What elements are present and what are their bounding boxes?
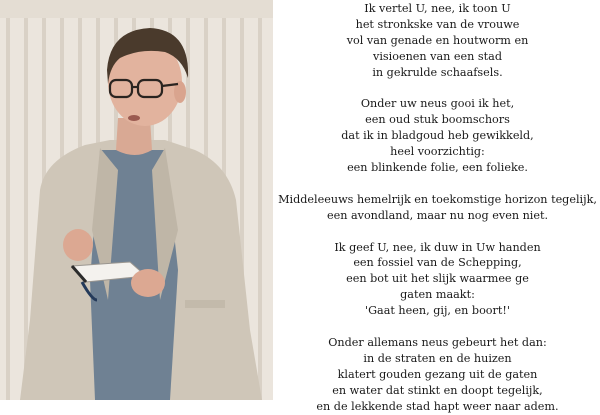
- poem-text: [275, 0, 600, 413]
- poem-line: Middeleeuws hemelrijk en toekomstige horizon tegelijk,: [278, 192, 597, 206]
- poem-line: Ik geef U, nee, ik duw in Uw handen: [334, 240, 541, 254]
- poem-line: in gekrulde schaafsels.: [372, 65, 503, 79]
- poem-line: een blinkende folie, een folieke.: [347, 161, 528, 175]
- poem-line: Ik vertel U, nee, ik toon U: [364, 2, 511, 15]
- poem-line: 'Gaat heen, gij, en boort!': [365, 304, 510, 318]
- poem-line: een fossiel van de Schepping,: [353, 256, 522, 270]
- poem-line: het stronkske van de vrouwe: [355, 17, 520, 31]
- poem-line: een oud stuk boomschors: [365, 113, 510, 127]
- poem-stanza-1: [275, 1, 600, 81]
- poem-stanza-3: [275, 192, 600, 224]
- poem-stanza-4: [275, 240, 600, 320]
- poem-line: in de straten en de huizen: [363, 351, 512, 365]
- poem-line: visioenen van een stad: [373, 49, 502, 63]
- speaker-photo: [0, 0, 273, 400]
- poem-line: vol van genade en houtworm en: [346, 33, 529, 47]
- poem-stanza-5: [275, 335, 600, 415]
- poem-line: klatert gouden gezang uit de gaten: [337, 367, 538, 381]
- poem-line: een avondland, maar nu nog even niet.: [326, 208, 549, 222]
- poem-line: Onder uw neus gooi ik het,: [360, 97, 515, 111]
- poem-line: en de lekkende stad hapt weer naar adem.: [316, 399, 559, 413]
- poem-line: een bot uit het slijk waarmee ge: [346, 272, 529, 286]
- poem-line: gaten maakt:: [400, 288, 475, 302]
- poem-line: en water dat stinkt en doopt tegelijk,: [332, 383, 543, 397]
- poem-line: heel voorzichtig:: [390, 145, 485, 159]
- poem-line: Onder allemans neus gebeurt het dan:: [328, 335, 547, 349]
- poem-stanza-2: [275, 96, 600, 176]
- poem-line: dat ik in bladgoud heb gewikkeld,: [341, 129, 534, 143]
